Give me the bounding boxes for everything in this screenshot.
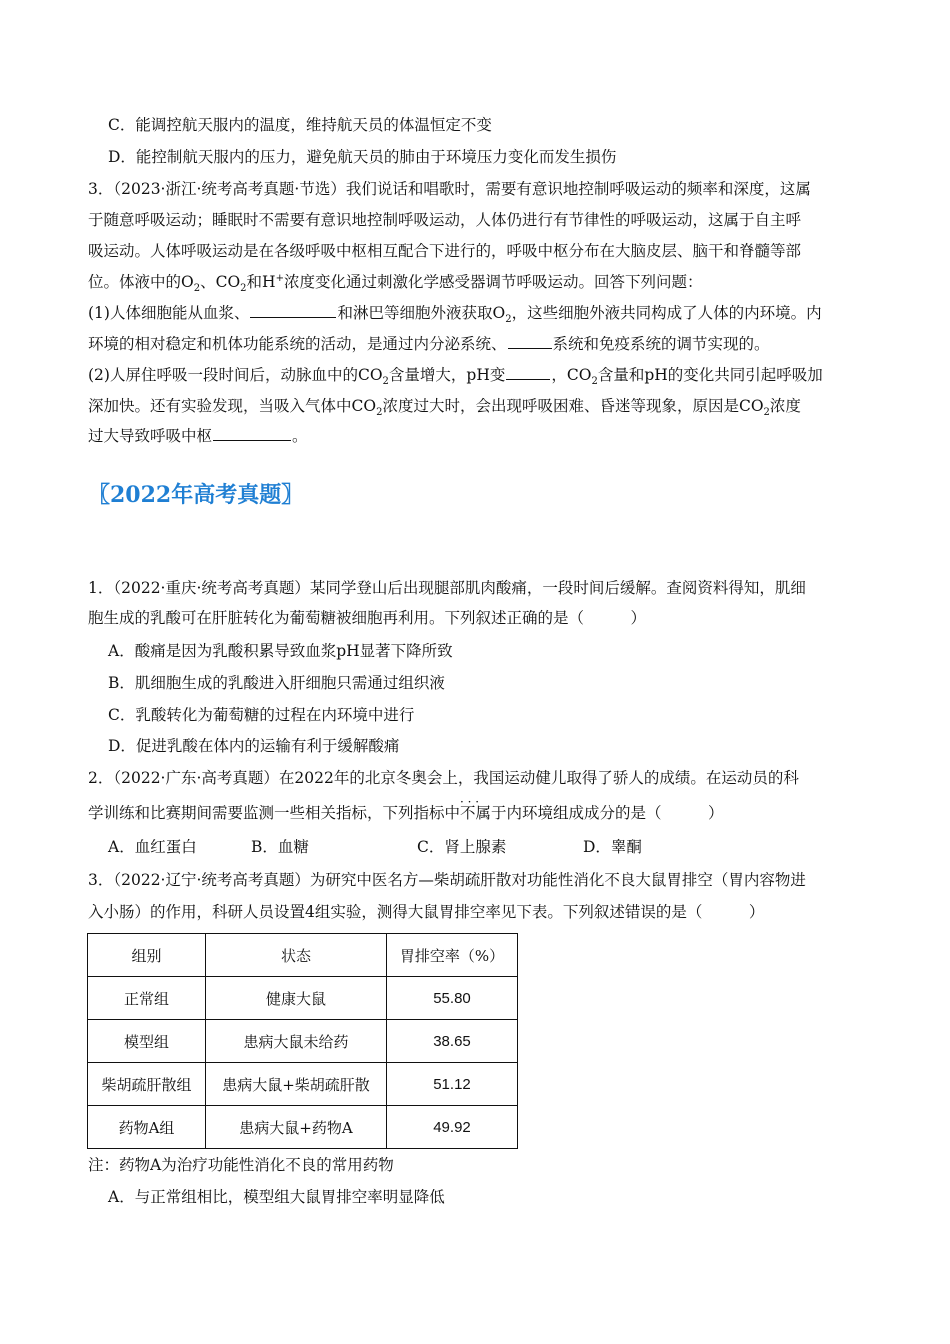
table-cell: 患病大鼠+柴胡疏肝散 xyxy=(206,1063,387,1106)
subscript: 2 xyxy=(382,376,389,388)
data-table xyxy=(87,933,518,1149)
text-segment: 浓度变化通过刺激化学感受器调节呼吸运动。回答下列问题： xyxy=(283,273,703,291)
subscript: 2 xyxy=(240,283,247,295)
option-a: A．血红蛋白 xyxy=(108,838,197,856)
option-d: D．促进乳酸在体内的运输有利于缓解酸痛 xyxy=(108,737,400,755)
table-cell: 柴胡疏肝散组 xyxy=(88,1063,206,1106)
subscript: 2 xyxy=(193,283,201,295)
option-d: D．能控制航天服内的压力，避免航天员的肺由于环境压力变化而发生损伤 xyxy=(108,148,617,166)
table-header-row xyxy=(88,934,518,977)
question-text: 于随意呼吸运动；睡眠时不需要有意识地控制呼吸运动，人体仍进行有节律性的呼吸运动，这属于自主呼 xyxy=(88,211,802,229)
options-row xyxy=(108,837,642,857)
table-cell: 正常组 xyxy=(88,977,206,1020)
text-segment: 浓度 xyxy=(769,397,801,415)
question-text: 3．（2023·浙江·统考高考真题·节选）我们说话和唱歌时，需要有意识地控制呼吸运动的频率和深度，这属 xyxy=(88,180,811,198)
table-cell: 模型组 xyxy=(88,1020,206,1063)
option-b: B．肌细胞生成的乳酸进入肝细胞只需通过组织液 xyxy=(108,674,445,692)
table-header: 状态 xyxy=(206,934,387,977)
question-text xyxy=(88,803,724,823)
answer-blank[interactable] xyxy=(506,365,550,380)
table-cell: 51.12 xyxy=(387,1063,518,1106)
text-segment: 系统和免疫系统的调节实现的。 xyxy=(552,335,770,353)
superscript: + xyxy=(275,272,284,284)
text-segment: 学训练和比赛期间需要监测一些相关指标，下列指标中 xyxy=(88,804,461,822)
text-segment: 环境的相对稳定和机体功能系统的活动，是通过内分泌系统、 xyxy=(88,335,507,353)
answer-blank[interactable] xyxy=(508,334,552,349)
text-segment: 、CO xyxy=(200,273,241,291)
text-segment: (2)人屏住呼吸一段时间后，动脉血中的CO xyxy=(88,366,383,384)
subquestion-1 xyxy=(88,303,822,326)
subquestion-2 xyxy=(88,396,801,419)
subscript: 2 xyxy=(763,407,770,419)
table-header: 胃排空率（%） xyxy=(387,934,518,977)
table-row xyxy=(88,1106,518,1149)
question-text: 吸运动。人体呼吸运动是在各级呼吸中枢相互配合下进行的，呼吸中枢分布在大脑皮层、脑干和脊髓等部 xyxy=(88,242,802,260)
question-text: 入小肠）的作用，科研人员设置4组实验，测得大鼠胃排空率见下表。下列叙述错误的是（ ） xyxy=(88,903,765,921)
subquestion-2 xyxy=(88,365,823,388)
text-segment: ，这些细胞外液共同构成了人体的内环境。内 xyxy=(511,304,822,322)
section-heading: 〖2022年高考真题〗 xyxy=(88,482,304,508)
option-b: B．血糖 xyxy=(251,838,309,856)
text-segment: 过大导致呼吸中枢 xyxy=(88,427,213,445)
answer-blank[interactable] xyxy=(250,303,336,318)
option-d: D．睾酮 xyxy=(583,838,642,856)
emphasis-text: 不属于 · · · xyxy=(460,804,507,822)
subscript: 2 xyxy=(591,376,598,388)
subscript: 2 xyxy=(505,314,512,326)
text-segment: ，CO xyxy=(551,366,592,384)
table-cell: 38.65 xyxy=(387,1020,518,1063)
option-a: A．与正常组相比，模型组大鼠胃排空率明显降低 xyxy=(108,1188,445,1206)
table-cell: 49.92 xyxy=(387,1106,518,1149)
question-text: 1．（2022·重庆·统考高考真题）某同学登山后出现腿部肌肉酸痛，一段时间后缓解。查阅资料得知，肌细 xyxy=(88,579,806,597)
table-cell: 55.80 xyxy=(387,977,518,1020)
option-a: A．酸痛是因为乳酸积累导致血浆pH显著下降所致 xyxy=(108,642,453,660)
question-text: 3．（2022·辽宁·统考高考真题）为研究中医名方—柴胡疏肝散对功能性消化不良大鼠胃排空（胃内容物进 xyxy=(88,871,806,889)
option-c: C．能调控航天服内的温度，维持航天员的体温恒定不变 xyxy=(108,116,492,134)
text-segment: 深加快。还有实验发现，当吸入气体中CO xyxy=(88,397,377,415)
text-segment: 含量和pH的变化共同引起呼吸加 xyxy=(597,366,823,384)
option-c: C．肾上腺素 xyxy=(417,838,507,856)
table-note: 注：药物A为治疗功能性消化不良的常用药物 xyxy=(88,1156,394,1174)
subscript: 2 xyxy=(376,407,383,419)
table-row xyxy=(88,977,518,1020)
table-cell: 健康大鼠 xyxy=(206,977,387,1020)
text-segment: 。 xyxy=(292,427,308,445)
table-row xyxy=(88,1063,518,1106)
table-cell: 患病大鼠未给药 xyxy=(206,1020,387,1063)
text-segment: 和H xyxy=(246,273,276,291)
table-cell: 药物A组 xyxy=(88,1106,206,1149)
question-text: 胞生成的乳酸可在肝脏转化为葡萄糖被细胞再利用。下列叙述正确的是（ ） xyxy=(88,609,647,627)
table-header: 组别 xyxy=(88,934,206,977)
text-segment: 内环境组成成分的是（ ） xyxy=(506,804,724,822)
text-segment: 含量增大，pH变 xyxy=(388,366,506,384)
table-row xyxy=(88,1020,518,1063)
subquestion-1 xyxy=(88,334,770,354)
subquestion-2 xyxy=(88,426,308,446)
text-segment: 和淋巴等细胞外液获取O xyxy=(337,304,506,322)
text-segment: 浓度过大时，会出现呼吸困难、昏迷等现象，原因是CO xyxy=(382,397,764,415)
text-segment: 位。体液中的O xyxy=(88,273,194,291)
answer-blank[interactable] xyxy=(213,426,291,441)
question-text: 2．（2022·广东·高考真题）在2022年的北京冬奥会上，我国运动健儿取得了骄人的成绩。在运动员的科 xyxy=(88,769,799,787)
table-cell: 患病大鼠+药物A xyxy=(206,1106,387,1149)
question-text xyxy=(88,272,703,295)
text-segment: (1)人体细胞能从血浆、 xyxy=(88,304,250,322)
option-c: C．乳酸转化为葡萄糖的过程在内环境中进行 xyxy=(108,706,415,724)
